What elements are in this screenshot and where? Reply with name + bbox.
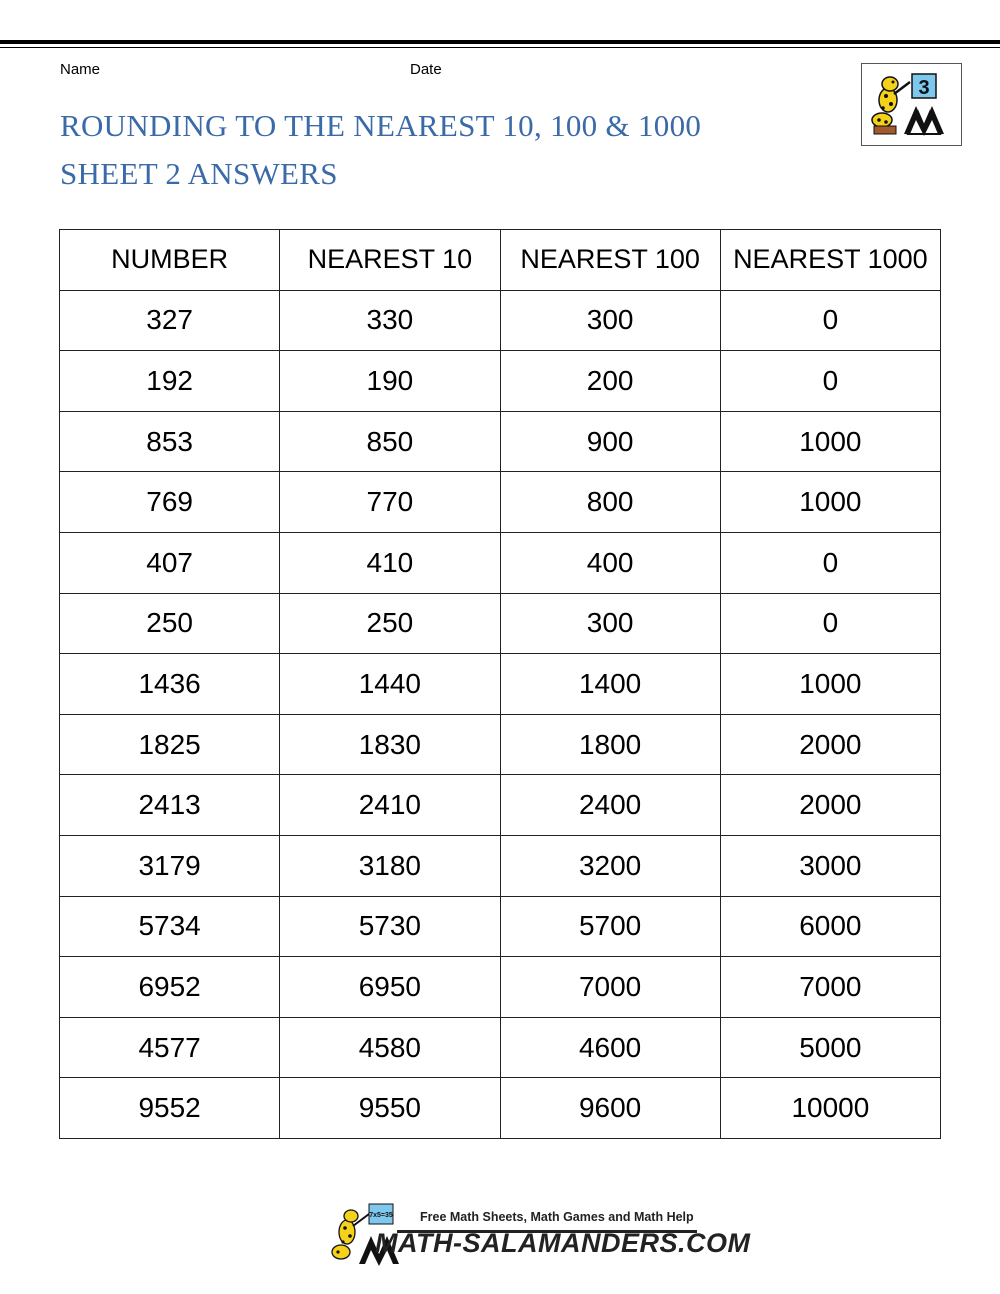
table-cell: 1000 xyxy=(720,654,940,715)
table-cell: 250 xyxy=(280,593,500,654)
salamander-logo-icon xyxy=(862,64,961,145)
table-cell: 330 xyxy=(280,290,500,351)
table-cell: 6000 xyxy=(720,896,940,957)
table-row xyxy=(60,654,941,715)
footer-tagline: Free Math Sheets, Math Games and Math Help xyxy=(420,1210,694,1224)
table-cell: 9552 xyxy=(60,1078,280,1139)
table-cell: 2400 xyxy=(500,775,720,836)
table-cell: 407 xyxy=(60,532,280,593)
table-row xyxy=(60,957,941,1018)
table-cell: 9550 xyxy=(280,1078,500,1139)
table-cell: 853 xyxy=(60,411,280,472)
table-cell: 7000 xyxy=(500,957,720,1018)
table-cell: 7000 xyxy=(720,957,940,1018)
table-row xyxy=(60,472,941,533)
table-cell: 2000 xyxy=(720,775,940,836)
table-cell: 0 xyxy=(720,593,940,654)
table-cell: 900 xyxy=(500,411,720,472)
footer-site-link[interactable]: MATH-SALAMANDERS.COM xyxy=(375,1228,751,1258)
table-cell: 769 xyxy=(60,472,280,533)
answers-table xyxy=(59,229,941,1139)
table-cell: 3000 xyxy=(720,835,940,896)
table-cell: 410 xyxy=(280,532,500,593)
table-cell: 0 xyxy=(720,290,940,351)
column-header: NEAREST 1000 xyxy=(720,230,940,291)
table-cell: 327 xyxy=(60,290,280,351)
table-cell: 2410 xyxy=(280,775,500,836)
footer-logo xyxy=(325,1198,751,1270)
table-cell: 400 xyxy=(500,532,720,593)
table-row xyxy=(60,593,941,654)
table-cell: 6950 xyxy=(280,957,500,1018)
table-cell: 6952 xyxy=(60,957,280,1018)
table-cell: 1830 xyxy=(280,714,500,775)
table-row xyxy=(60,896,941,957)
table-cell: 2000 xyxy=(720,714,940,775)
table-row xyxy=(60,1078,941,1139)
table-cell: 300 xyxy=(500,593,720,654)
table-row xyxy=(60,411,941,472)
table-cell: 0 xyxy=(720,351,940,412)
table-cell: 1000 xyxy=(720,411,940,472)
table-body xyxy=(60,290,941,1138)
table-cell: 200 xyxy=(500,351,720,412)
salamander-logo xyxy=(861,63,962,146)
table-header-row xyxy=(60,230,941,291)
table-row xyxy=(60,351,941,412)
column-header: NEAREST 10 xyxy=(280,230,500,291)
footer-badge-text: 7x5=35 xyxy=(369,1212,393,1219)
table-cell: 5700 xyxy=(500,896,720,957)
table-cell: 4580 xyxy=(280,1017,500,1078)
table-cell: 300 xyxy=(500,290,720,351)
table-row xyxy=(60,835,941,896)
table-cell: 190 xyxy=(280,351,500,412)
table-row xyxy=(60,714,941,775)
table-cell: 192 xyxy=(60,351,280,412)
page-title xyxy=(60,102,701,198)
table-cell: 800 xyxy=(500,472,720,533)
table-cell: 5000 xyxy=(720,1017,940,1078)
table-cell: 1825 xyxy=(60,714,280,775)
date-label: Date xyxy=(410,61,442,78)
title-line-1: ROUNDING TO THE NEAREST 10, 100 & 1000 xyxy=(60,108,702,143)
column-header: NEAREST 100 xyxy=(500,230,720,291)
table-row xyxy=(60,532,941,593)
table-cell: 5734 xyxy=(60,896,280,957)
table-row xyxy=(60,290,941,351)
table-cell: 1000 xyxy=(720,472,940,533)
table-cell: 4577 xyxy=(60,1017,280,1078)
name-label: Name xyxy=(60,61,101,78)
table-cell: 1400 xyxy=(500,654,720,715)
column-header: NUMBER xyxy=(60,230,280,291)
table-cell: 9600 xyxy=(500,1078,720,1139)
table-cell: 5730 xyxy=(280,896,500,957)
table-cell: 770 xyxy=(280,472,500,533)
table-cell: 1800 xyxy=(500,714,720,775)
top-rule-thin xyxy=(0,47,1000,48)
table-cell: 3180 xyxy=(280,835,500,896)
table-cell: 1440 xyxy=(280,654,500,715)
table-row xyxy=(60,1017,941,1078)
logo-number: 3 xyxy=(918,77,930,99)
table-cell: 1436 xyxy=(60,654,280,715)
table-cell: 0 xyxy=(720,532,940,593)
table-cell: 2413 xyxy=(60,775,280,836)
table-cell: 3200 xyxy=(500,835,720,896)
table-row xyxy=(60,775,941,836)
table-cell: 3179 xyxy=(60,835,280,896)
table-cell: 4600 xyxy=(500,1017,720,1078)
table-cell: 850 xyxy=(280,411,500,472)
title-line-2: SHEET 2 ANSWERS xyxy=(60,156,338,191)
table-cell: 250 xyxy=(60,593,280,654)
table-cell: 10000 xyxy=(720,1078,940,1139)
top-rule xyxy=(0,40,1000,44)
